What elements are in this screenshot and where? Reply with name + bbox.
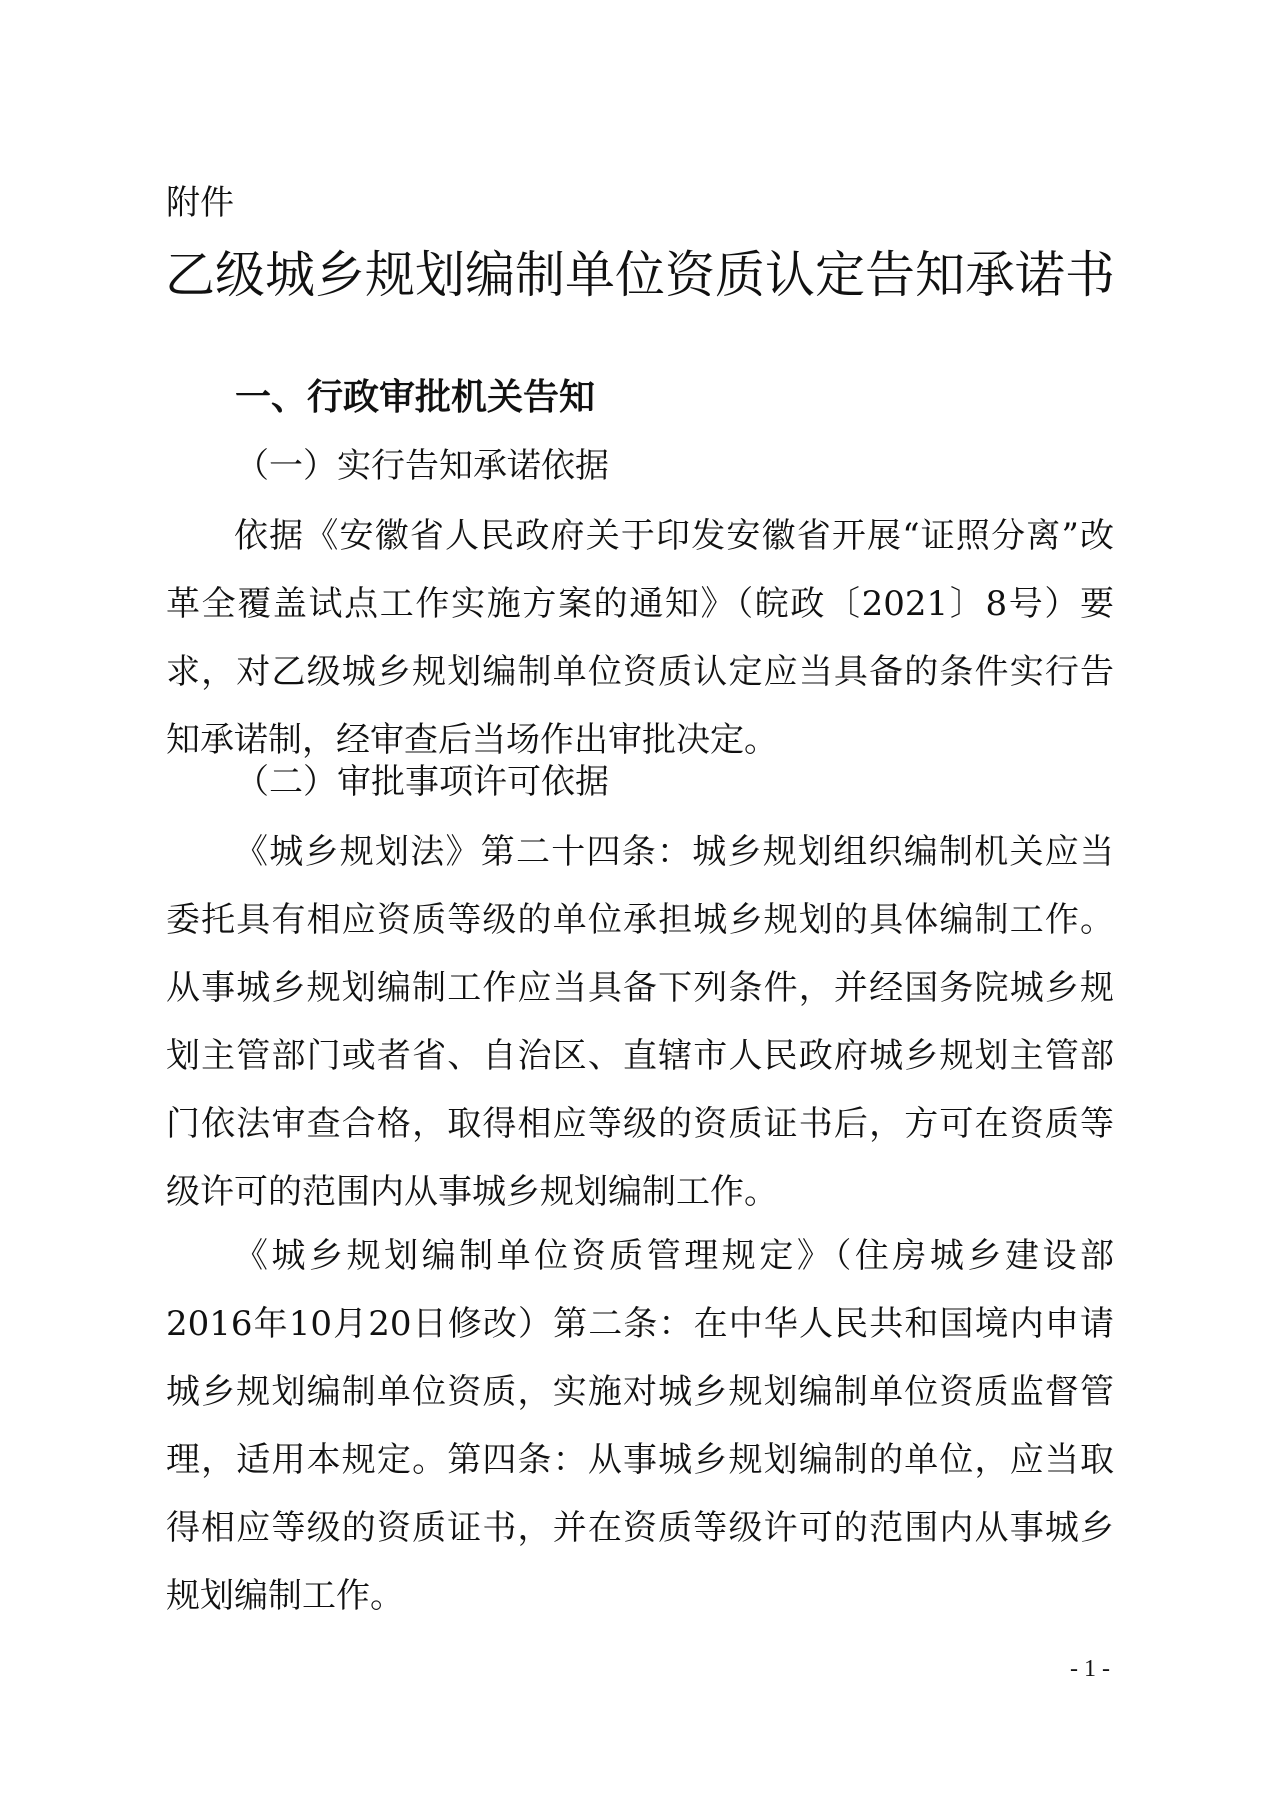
paragraph-notice-basis: 依据《安徽省人民政府关于印发安徽省开展“证照分离”改革全覆盖试点工作实施方案的通知》（皖政〔2021〕8号）要求，对乙级城乡规划编制单位资质认定应当具备的条件实行告知承诺制，经审查后当场作出审批决定。	[166, 516, 1114, 760]
section-heading-1: 一、行政审批机关告知	[235, 377, 596, 418]
attachment-label: 附件	[166, 183, 234, 223]
paragraph-qualification-regulation: 《城乡规划编制单位资质管理规定》（住房城乡建设部2016年10月20日修改）第二条：在中华人民共和国境内申请城乡规划编制单位资质，实施对城乡规划编制单位资质监督管理，适用本规定。第四条：从事城乡规划编制的单位，应当取得相应等级的资质证书，并在资质等级许可的范围内从事城乡规划编制工作。	[166, 1236, 1114, 1616]
paragraph-planning-law: 《城乡规划法》第二十四条：城乡规划组织编制机关应当委托具有相应资质等级的单位承担城乡规划的具体编制工作。从事城乡规划编制工作应当具备下列条件，并经国务院城乡规划主管部门或者省、自治区、直辖市人民政府城乡规划主管部门依法审查合格，取得相应等级的资质证书后，方可在资质等级许可的范围内从事城乡规划编制工作。	[166, 832, 1114, 1212]
subsection-heading-1: （一）实行告知承诺依据	[235, 446, 609, 486]
subsection-heading-2: （二）审批事项许可依据	[235, 762, 609, 802]
page-number: - 1 -	[1070, 1656, 1110, 1682]
document-title: 乙级城乡规划编制单位资质认定告知承诺书	[165, 246, 1115, 304]
